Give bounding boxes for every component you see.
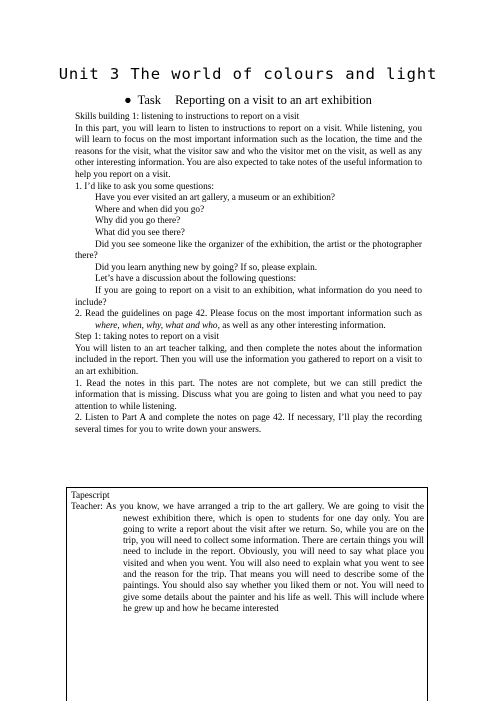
guidelines-item [75,309,422,332]
discussion-question: If you are going to report on a visit to an exhibition, what information do you need to include? [75,285,422,308]
question-item: Did you learn anything new by going? If so, please explain. [95,262,318,273]
intro-paragraph: In this part, you will learn to listen to instructions to report on a visit. While listening, you will learn to focus on the most important information such as the location, the time and the reasons for the visit, what the visitor saw and who the visitor met on the visit, as well as any other interesting information. You are also expected to take notes of the useful information to help you report on a visit. [75,123,422,180]
tapescript-box [66,487,428,701]
task-title: Reporting on a visit to an art exhibition [175,93,372,107]
unit-title: Unit 3 The world of colours and light [58,65,438,83]
task-label: Task [137,93,162,107]
question-item: Where and when did you go? [95,204,205,215]
tapescript-label: Tapescript [71,491,110,501]
skills-heading: Skills building 1: listening to instructions to report on a visit [75,112,300,122]
question-item: Did you see someone like the organizer of the exhibition, the artist or the photographer there? [75,239,422,262]
tapescript-text: Teacher: As you know, we have arranged a trip to the art gallery. We are going to visit the newest exhibition there, which is open to students for one day only. You are going to write a report about the visit after we return. So, while you are on the trip, you will need to collect some information. There are certain things you will need to include in the report. Obviously, you will need to say what place you visited and when you went. You will also need to explain what you went to see and the reason for the trip. That means you will need to describe some of the paintings. You should also say whether you liked them or not. You will need to give some details about the painter and his life as well. This will include where he grew up and how he became interested [71,502,424,614]
question-item: Why did you go there? [95,216,181,227]
guidelines-text-b: , as well as any other interesting information. [217,320,386,331]
document-body [75,112,422,437]
step1-item-2: 2. Listen to Part A and complete the notes on page 42. If necessary, I’ll play the recording several times for you to write down your answers. [75,413,422,436]
discussion-intro: Let’s have a discussion about the following questions: [95,274,297,285]
guidelines-emphasis: where, when, why, what and who [95,320,218,331]
questions-intro: 1. I’d like to ask you some questions: [75,181,214,192]
bullet-icon: ● [124,93,132,107]
step1-item-1: 1. Read the notes in this part. The notes are not complete, but we can still predict the information that is missing. Discuss what you are going to listen and what you need to pay attention to while listening. [75,378,422,412]
step1-intro: You will listen to an art teacher talking, and then complete the notes about the information included in the report. Then you will use the information you gathered to report on a visit to an art exhibition. [75,343,422,378]
task-heading [0,93,496,108]
guidelines-text-a: 2. Read the guidelines on page 42. Please focus on the most important information such as [75,309,422,320]
question-item: Have you ever visited an art gallery, a museum or an exhibition? [95,193,336,204]
step1-heading: Step 1: taking notes to report on a visit [75,332,220,343]
question-item: What did you see there? [95,227,185,238]
